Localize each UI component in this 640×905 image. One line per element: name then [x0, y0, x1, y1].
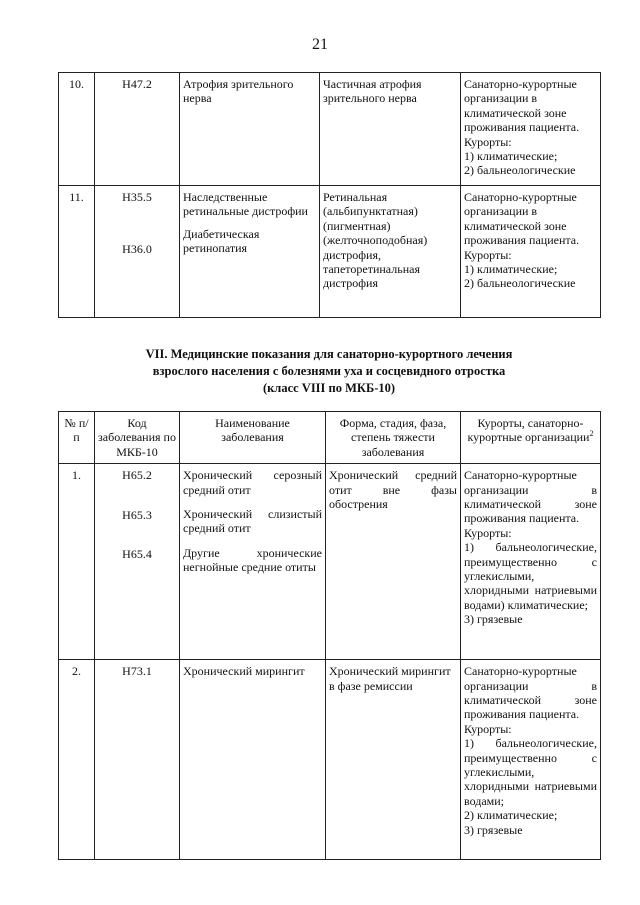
table-header-row [59, 412, 601, 464]
disease-code-cell [95, 464, 180, 660]
resorts-line: Курорты: [464, 134, 512, 149]
header-resorts: Курорты, санаторно-курортные организации [467, 416, 590, 445]
table-row [59, 73, 601, 186]
disease-code: H73.1 [122, 664, 152, 679]
resorts-line: Санаторно-курортные организации в климатической зоне проживания пациента. [464, 468, 597, 526]
row-number: 11. [59, 186, 95, 318]
header-form: Форма, стадия, фаза, степень тяжести заболевания [326, 412, 461, 464]
resorts-line: Курорты: [464, 721, 512, 736]
disease-form: Ретинальная (альбипунктатная) (пигментная) (желточноподобная) дистрофия, тапеторетинальная дистрофия [320, 186, 461, 318]
row-number: 10. [59, 73, 95, 186]
disease-code: H36.0 [122, 242, 152, 257]
section-title-line: взрослого населения с болезнями уха и сосцевидного отростка [152, 364, 506, 378]
disease-code: H35.5 [122, 190, 152, 204]
resorts-line: 1) бальнеологические, преимущественно с углекислыми, хлоридными натриевыми водами; [464, 736, 597, 808]
disease-name: Другие хронические негнойные средние отиты [183, 545, 322, 575]
table-row [59, 186, 601, 318]
resorts-line: 2) бальнеологические [464, 276, 576, 291]
resorts-line: Санаторно-курортные организации в климатической зоне проживания пациента. [464, 190, 580, 248]
resorts-line: Курорты: [464, 247, 512, 262]
table-row [59, 660, 601, 860]
resorts-line: 1) климатические; [464, 262, 558, 277]
section-title [58, 346, 600, 397]
section-title-line: (класс VIII по МКБ-10) [262, 381, 396, 395]
resorts-line: 1) бальнеологические, преимущественно с углекислыми, хлоридными натриевыми водами) климатические; [464, 540, 597, 612]
resorts-line: 3) грязевые [464, 612, 523, 627]
disease-code-cell [95, 73, 180, 186]
disease-name-cell [180, 660, 326, 860]
page-number: 21 [312, 36, 328, 53]
disease-form: Частичная атрофия зрительного нерва [320, 73, 461, 186]
header-name: Наименование заболевания [180, 412, 326, 464]
table-row [59, 464, 601, 660]
disease-code-cell [95, 186, 180, 318]
disease-code: H47.2 [122, 77, 152, 91]
resorts-line: 2) бальнеологические [464, 163, 576, 178]
resorts-line: Санаторно-курортные организации в климатической зоне проживания пациента. [464, 77, 580, 135]
resorts-line: 3) грязевые [464, 822, 523, 837]
indications-table [58, 411, 601, 860]
disease-name: Хронический серозный средний отит [183, 468, 322, 497]
disease-code-cell [95, 660, 180, 860]
resorts-line: Курорты: [464, 525, 512, 540]
disease-name: Хронический слизистый средний отит [183, 507, 322, 536]
section-title-line: VII. Медицинские показания для санаторно-курортного лечения [145, 347, 513, 361]
disease-form: Хронический средний отит вне фазы обострения [326, 464, 461, 660]
disease-name-cell [180, 186, 320, 318]
row-number: 2. [59, 660, 95, 860]
disease-name: Хронический мирингит [183, 664, 305, 679]
disease-code: H65.2 [122, 468, 152, 483]
resorts-line: 2) климатические; [464, 808, 558, 823]
disease-name: Диабетическая ретинопатия [183, 226, 260, 256]
resorts-cell [461, 73, 601, 186]
table-continuation [58, 72, 601, 318]
disease-name: Наследственные ретинальные дистрофии [183, 190, 308, 219]
header-resorts-cell [461, 412, 601, 464]
disease-code: H65.4 [122, 547, 152, 562]
header-code: Код заболевания по МКБ-10 [95, 412, 180, 464]
resorts-cell [461, 464, 601, 660]
resorts-cell [461, 660, 601, 860]
disease-form: Хронический мирингит в фазе ремиссии [326, 660, 461, 860]
resorts-cell [461, 186, 601, 318]
disease-code: H65.3 [122, 507, 152, 522]
resorts-line: 1) климатические; [464, 149, 558, 164]
disease-name-cell [180, 464, 326, 660]
header-num: № п/п [59, 412, 95, 464]
disease-name-cell [180, 73, 320, 186]
disease-name: Атрофия зрительного нерва [183, 77, 294, 106]
row-number: 1. [59, 464, 95, 660]
resorts-line: Санаторно-курортные организации в климатической зоне проживания пациента. [464, 664, 597, 722]
footnote-marker: 2 [589, 429, 594, 439]
